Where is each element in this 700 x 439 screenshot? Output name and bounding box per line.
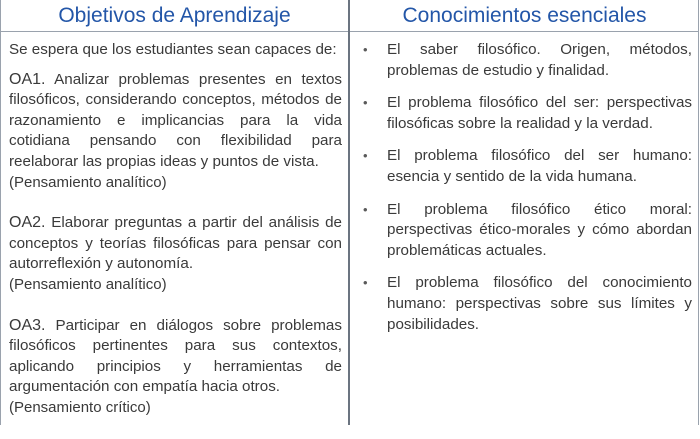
- knowledge-item-text: El problema filosófico del conocimiento humano: perspectivas sobre sus límites y posibilidades.: [387, 274, 692, 333]
- objective-text: Analizar problemas presentes en textos filosóficos, considerando conceptos, métodos de razonamiento e implicancias para la vida cotidiana pensando con flexibilidad para reelaborar las propias ideas y puntos de vista.: [9, 70, 342, 170]
- knowledge-item: [360, 273, 692, 335]
- objective-code: OA2.: [9, 214, 46, 232]
- objective-oa1: [9, 70, 342, 194]
- objective-text: Elaborar preguntas a partir del análisis de conceptos y teorías filosóficas para pensar con autorreflexión y autonomía.: [9, 214, 342, 273]
- knowledge-item-text: El problema filosófico del ser humano: esencia y sentido de la vida humana.: [387, 147, 692, 185]
- objective-skill: (Pensamiento analítico): [9, 173, 167, 191]
- objective-oa2: [9, 213, 342, 295]
- objectives-column: [1, 0, 350, 425]
- bullet-icon: •: [363, 95, 368, 111]
- knowledge-item-text: El saber filosófico. Origen, métodos, problemas de estudio y finalidad.: [387, 41, 692, 79]
- objectives-header-cell: [1, 0, 348, 32]
- knowledge-header: Conocimientos esenciales: [402, 4, 647, 27]
- knowledge-item: [360, 40, 692, 81]
- knowledge-column: [350, 0, 699, 425]
- knowledge-header-cell: [350, 0, 699, 32]
- knowledge-item: [360, 146, 692, 187]
- bullet-icon: •: [363, 275, 368, 291]
- objective-oa3: [9, 316, 342, 419]
- knowledge-item-text: El problema filosófico ético moral: perspectivas ético-morales y cómo abordan problemáticas actuales.: [387, 200, 692, 259]
- knowledge-list: [360, 40, 692, 347]
- knowledge-item: [360, 200, 692, 262]
- knowledge-item: [360, 93, 692, 134]
- objectives-intro: Se espera que los estudiantes sean capaces de:: [9, 41, 337, 58]
- objectives-body: [9, 40, 342, 439]
- objective-text: Participar en diálogos sobre problemas filosóficos pertinentes para sus contextos, aplicando principios y herramientas de argumentación con empatía hacia otros.: [9, 316, 342, 396]
- bullet-icon: •: [363, 148, 368, 164]
- objectives-header: Objetivos de Aprendizaje: [58, 4, 291, 27]
- objective-code: OA1.: [9, 70, 46, 88]
- objective-skill: (Pensamiento analítico): [9, 275, 167, 293]
- knowledge-item-text: El problema filosófico del ser: perspectivas filosóficas sobre la realidad y la verdad.: [387, 94, 692, 132]
- bullet-icon: •: [363, 201, 368, 217]
- bullet-icon: •: [363, 42, 368, 57]
- objective-code: OA3.: [9, 316, 46, 334]
- objective-skill: (Pensamiento crítico): [9, 398, 151, 416]
